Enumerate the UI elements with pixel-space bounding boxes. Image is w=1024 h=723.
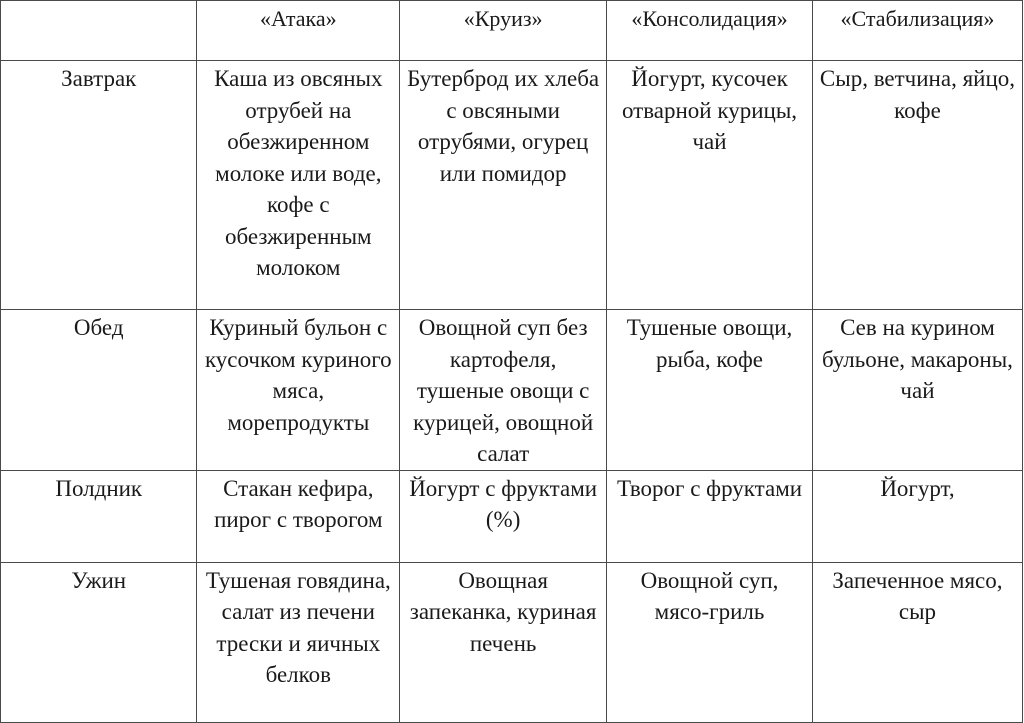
cell-lunch-ataka: Куриный бульон с кусочком куриного мяса, морепродукты xyxy=(197,310,400,471)
cell-dinner-kruiz: Овощная запеканка, куриная печень xyxy=(400,562,607,722)
cell-lunch-konsolidatsiya: Тушеные овощи, рыба, кофе xyxy=(607,310,813,471)
table-row-snack xyxy=(1,470,1023,562)
meal-label-dinner: Ужин xyxy=(1,562,197,722)
cell-snack-kruiz: Йогурт с фруктами (%) xyxy=(400,470,607,562)
cell-dinner-ataka: Тушеная говядина, салат из печени трески и яичных белков xyxy=(197,562,400,722)
cell-dinner-konsolidatsiya: Овощной суп, мясо-гриль xyxy=(607,562,813,722)
header-row xyxy=(1,1,1023,61)
header-kruiz: «Круиз» xyxy=(400,1,607,61)
cell-snack-konsolidatsiya: Творог с фруктами xyxy=(607,470,813,562)
cell-snack-ataka: Стакан кефира, пирог с творогом xyxy=(197,470,400,562)
cell-breakfast-stabilizatsiya: Сыр, ветчина, яйцо, кофе xyxy=(812,61,1022,310)
cell-dinner-stabilizatsiya: Запеченное мясо, сыр xyxy=(812,562,1022,722)
cell-lunch-kruiz: Овощной суп без картофеля, тушеные овощи с курицей, овощной салат xyxy=(400,310,607,471)
table-row-dinner xyxy=(1,562,1023,722)
meal-label-lunch: Обед xyxy=(1,310,197,471)
cell-breakfast-konsolidatsiya: Йогурт, кусочек отварной курицы, чай xyxy=(607,61,813,310)
table-row-breakfast xyxy=(1,61,1023,310)
cell-breakfast-kruiz: Бутерброд их хлеба с овсяными отрубями, огурец или помидор xyxy=(400,61,607,310)
cell-breakfast-ataka: Каша из овсяных отрубей на обезжиренном молоке или воде, кофе с обезжиренным молоком xyxy=(197,61,400,310)
meal-label-breakfast: Завтрак xyxy=(1,61,197,310)
header-ataka: «Атака» xyxy=(197,1,400,61)
meal-label-snack: Полдник xyxy=(1,470,197,562)
header-stabilizatsiya: «Стабилизация» xyxy=(812,1,1022,61)
corner-cell xyxy=(1,1,197,61)
header-konsolidatsiya: «Консолидация» xyxy=(607,1,813,61)
cell-lunch-stabilizatsiya: Сев на курином бульоне, макароны, чай xyxy=(812,310,1022,471)
cell-snack-stabilizatsiya: Йогурт, xyxy=(812,470,1022,562)
table-row-lunch xyxy=(1,310,1023,471)
